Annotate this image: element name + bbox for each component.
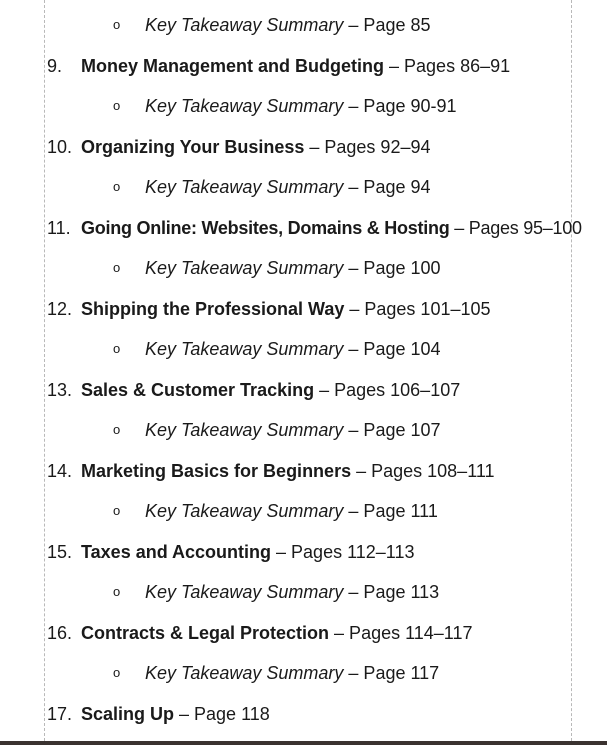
hollow-bullet-icon: o (113, 179, 121, 194)
chapter-number: 14. (47, 461, 73, 481)
toc-subitem (0, 255, 607, 281)
hollow-bullet-icon: o (113, 341, 121, 356)
toc-chapter (0, 53, 607, 79)
toc-subitem (0, 174, 607, 200)
subitem-title: Key Takeaway Summary (145, 177, 344, 197)
toc-chapter (0, 377, 607, 403)
hollow-bullet-icon: o (113, 260, 121, 275)
chapter-pages: – Pages 106–107 (314, 380, 461, 400)
subitem-title: Key Takeaway Summary (145, 15, 344, 35)
toc-subitem (0, 417, 607, 443)
hollow-bullet-icon: o (113, 422, 121, 437)
hollow-bullet-icon: o (113, 665, 121, 680)
subitem-title: Key Takeaway Summary (145, 258, 344, 278)
toc-subitem (0, 498, 607, 524)
subitem-title: Key Takeaway Summary (145, 96, 344, 116)
toc-chapter (0, 134, 607, 160)
chapter-number: 17. (47, 704, 73, 724)
chapter-pages: – Pages 112–113 (271, 542, 415, 562)
chapter-number: 9. (47, 56, 63, 76)
subitem-pages: – Page 104 (343, 339, 441, 359)
chapter-number: 15. (47, 542, 73, 562)
toc-subitem (0, 93, 607, 119)
hollow-bullet-icon: o (113, 584, 121, 599)
chapter-pages: – Pages 101–105 (344, 299, 491, 319)
subitem-pages: – Page 113 (343, 582, 440, 602)
chapter-title: Organizing Your Business (81, 137, 305, 157)
chapter-pages: – Pages 86–91 (384, 56, 511, 76)
chapter-title: Scaling Up (81, 704, 175, 724)
toc-chapter (0, 701, 607, 727)
subitem-pages: – Page 111 (343, 501, 438, 521)
chapter-pages: – Pages 95–100 (449, 218, 582, 238)
toc-chapter (0, 215, 607, 241)
chapter-title: Taxes and Accounting (81, 542, 272, 562)
subitem-title: Key Takeaway Summary (145, 501, 344, 521)
chapter-title: Going Online: Websites, Domains & Hosting (81, 218, 450, 238)
hollow-bullet-icon: o (113, 17, 121, 32)
subitem-pages: – Page 90-91 (343, 96, 457, 116)
toc-subitem (0, 660, 607, 686)
subitem-pages: – Page 85 (343, 15, 431, 35)
toc-chapter (0, 458, 607, 484)
subitem-pages: – Page 117 (343, 663, 440, 683)
subitem-title: Key Takeaway Summary (145, 339, 344, 359)
toc-chapter (0, 296, 607, 322)
subitem-pages: – Page 94 (343, 177, 431, 197)
subitem-title: Key Takeaway Summary (145, 582, 344, 602)
chapter-number: 11. (47, 218, 71, 238)
chapter-title: Contracts & Legal Protection (81, 623, 330, 643)
subitem-pages: – Page 107 (343, 420, 441, 440)
chapter-pages: – Pages 92–94 (304, 137, 431, 157)
chapter-number: 13. (47, 380, 73, 400)
hollow-bullet-icon: o (113, 98, 121, 113)
toc-subitem (0, 12, 607, 38)
chapter-number: 16. (47, 623, 73, 643)
subitem-pages: – Page 100 (343, 258, 441, 278)
toc-chapter (0, 620, 607, 646)
chapter-title: Money Management and Budgeting (81, 56, 385, 76)
toc-chapter (0, 539, 607, 565)
subitem-title: Key Takeaway Summary (145, 420, 344, 440)
chapter-title: Marketing Basics for Beginners (81, 461, 352, 481)
chapter-title: Shipping the Professional Way (81, 299, 345, 319)
page-bottom-edge (0, 741, 607, 745)
chapter-pages: – Pages 114–117 (329, 623, 473, 643)
chapter-number: 12. (47, 299, 73, 319)
subitem-title: Key Takeaway Summary (145, 663, 344, 683)
chapter-pages: – Page 118 (174, 704, 270, 724)
chapter-pages: – Pages 108–111 (351, 461, 495, 481)
chapter-number: 10. (47, 137, 73, 157)
toc-subitem (0, 336, 607, 362)
hollow-bullet-icon: o (113, 503, 121, 518)
toc-subitem (0, 579, 607, 605)
chapter-title: Sales & Customer Tracking (81, 380, 315, 400)
